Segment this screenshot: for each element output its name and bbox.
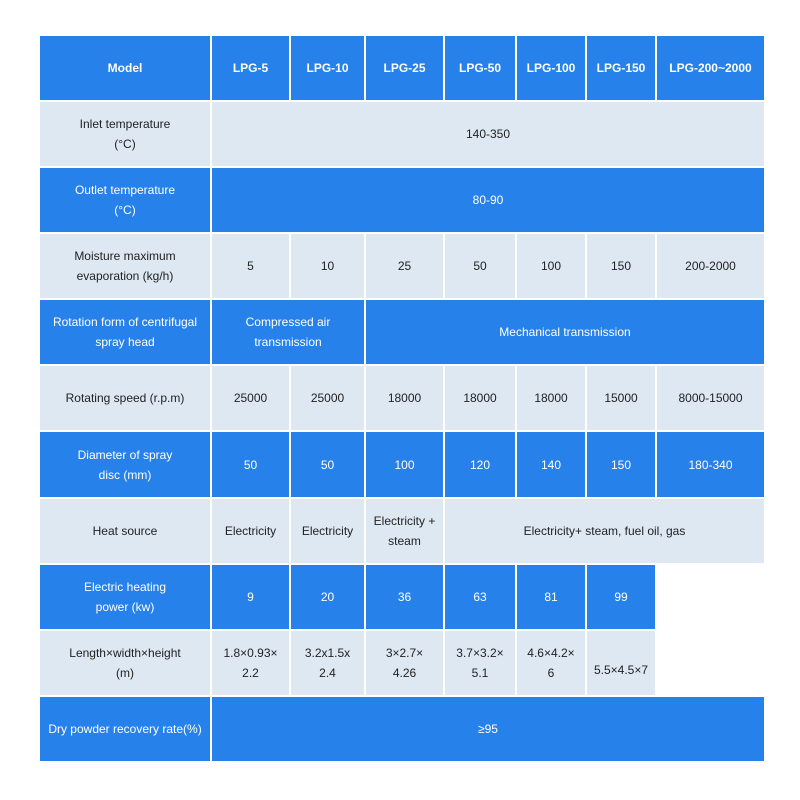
label-line: 1.8×0.93× [223,645,278,660]
label-line: Electricity + [373,513,436,528]
rotation-form-row [40,300,766,364]
table-cell [212,631,289,695]
table-cell [517,631,585,695]
electric-heating-power-row [40,565,766,629]
table-cell: 150 [587,234,655,298]
label-line: 4.26 [392,665,417,680]
table-cell: 8000-15000 [657,366,764,430]
outlet-temperature-row [40,168,766,232]
recovery-rate-row [40,697,766,761]
header-model-lpg-200-2000: LPG-200~2000 [657,36,764,100]
table-cell: 50 [445,234,515,298]
label-line: 2.2 [242,665,259,680]
label-line: power (kw) [95,599,155,614]
header-model-lpg-5: LPG-5 [212,36,289,100]
table-cell: 140 [517,432,585,496]
label-line: Diameter of spray [77,447,173,462]
spray-disc-diameter-label [40,432,210,496]
label-line: 3.2x1.5x [304,645,351,660]
label-line: 4.6×4.2× [527,645,575,660]
label-line: 3.7×3.2× [456,645,504,660]
outlet-temperature-value: 80-90 [212,168,764,232]
table-cell [366,631,443,695]
table-cell: 100 [517,234,585,298]
table-cell: 36 [366,565,443,629]
table-cell: 81 [517,565,585,629]
outlet-temperature-label [40,168,210,232]
inlet-temperature-label [40,102,210,166]
header-model-lpg-25: LPG-25 [366,36,443,100]
heat-source-row [40,499,766,563]
table-cell: 100 [366,432,443,496]
heat-source-others-cell: Electricity+ steam, fuel oil, gas [445,499,764,563]
label-line: Rotation form of centrifugal [52,315,198,330]
table-cell: 20 [291,565,364,629]
header-model-lpg-150: LPG-150 [587,36,655,100]
table-cell [445,631,515,695]
header-model-lpg-100: LPG-100 [517,36,585,100]
label-line: Inlet temperature [79,117,171,132]
table-cell: 25000 [212,366,289,430]
label-line: 5.5×4.5×7 [593,662,649,677]
label-line: 2.4 [319,665,336,680]
label-line: Outlet temperature [74,183,176,198]
label-line: (°C) [114,203,136,218]
table-cell: 150 [587,432,655,496]
table-cell: 99 [587,565,655,629]
table-cell [291,631,364,695]
table-cell: 25000 [291,366,364,430]
electric-heating-power-label [40,565,210,629]
table-cell: 10 [291,234,364,298]
specification-table [38,34,768,763]
table-cell: 15000 [587,366,655,430]
table-cell: 120 [445,432,515,496]
recovery-rate-label: Dry powder recovery rate(%) [40,697,210,761]
mechanical-transmission-cell: Mechanical transmission [366,300,764,364]
label-line: Electric heating [83,579,167,594]
inlet-temperature-value: 140-350 [212,102,764,166]
compressed-air-transmission-cell [212,300,364,364]
table-cell: 50 [212,432,289,496]
table-cell: Electricity [212,499,289,563]
header-model-lpg-10: LPG-10 [291,36,364,100]
table-cell: 200-2000 [657,234,764,298]
table-cell: 25 [366,234,443,298]
label-line: steam [388,533,421,548]
table-cell: 180-340 [657,432,764,496]
label-line: spray head [95,335,155,350]
label-line: transmission [254,335,322,350]
header-model-label: Model [40,36,210,100]
label-line: evaporation (kg/h) [76,269,174,284]
label-line: Length×width×height [69,645,181,660]
dimensions-row [40,631,766,695]
table-cell: 5 [212,234,289,298]
rotation-form-label [40,300,210,364]
table-cell: 63 [445,565,515,629]
header-row [40,36,766,100]
table-cell: 18000 [445,366,515,430]
table-cell: Electricity [291,499,364,563]
label-line: (m) [116,665,134,680]
moisture-evaporation-row [40,234,766,298]
table-cell [366,499,443,563]
table-cell: 9 [212,565,289,629]
table-cell [587,631,655,695]
label-line: Moisture maximum [74,249,176,264]
label-line: 5.1 [471,665,489,680]
spray-disc-diameter-row [40,432,766,496]
heat-source-label: Heat source [40,499,210,563]
header-model-lpg-50: LPG-50 [445,36,515,100]
label-line: (°C) [114,137,136,152]
inlet-temperature-row [40,102,766,166]
label-line: 6 [547,665,555,680]
label-line: disc (mm) [98,467,152,482]
table-cell: 18000 [366,366,443,430]
rotating-speed-row [40,366,766,430]
rotating-speed-label: Rotating speed (r.p.m) [40,366,210,430]
label-line: 3×2.7× [385,645,424,660]
dimensions-label [40,631,210,695]
label-line: Compressed air [245,315,331,330]
recovery-rate-value: ≥95 [212,697,764,761]
moisture-evaporation-label [40,234,210,298]
table-cell: 18000 [517,366,585,430]
table-cell: 50 [291,432,364,496]
